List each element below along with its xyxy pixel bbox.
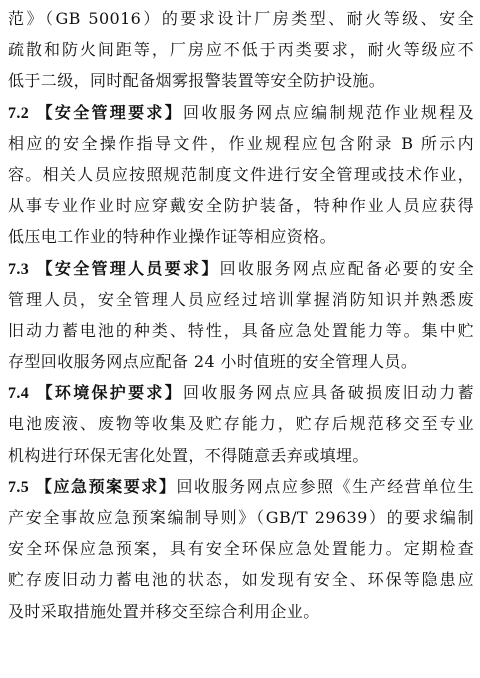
section-first-line	[8, 253, 474, 284]
section-number: 7.4	[8, 385, 30, 403]
section-text: 回收服务网点应编制规范作业规程及	[183, 102, 474, 122]
text-line: 安全环保应急预案，具有安全环保应急处置能力。定期检查	[8, 539, 474, 559]
section-first-line	[8, 377, 474, 408]
document-page	[8, 3, 474, 627]
text-line: 范》（GB 50016）的要求设计厂房类型、耐火等级、安全	[8, 9, 474, 28]
section-7-2	[8, 97, 474, 253]
section-7-5	[8, 471, 474, 627]
text-line: 从事专业作业时应穿戴安全防护装备，特种作业人员应获得	[8, 196, 474, 216]
intro-paragraph	[8, 3, 474, 97]
text-line: 低压电工作业的特种作业操作证等相应资格。	[8, 227, 337, 247]
section-first-line	[8, 97, 474, 128]
text-line: 贮存废旧动力蓄电池的状态，如发现有安全、环保等隐患应	[8, 570, 474, 590]
text-line: 低于二级，同时配备烟雾报警装置等安全防护设施。	[8, 71, 386, 91]
section-heading: 【环境保护要求】	[36, 383, 184, 403]
section-first-line	[8, 471, 474, 502]
text-line: 电池废液、废物等收集及贮存能力，贮存后规范移交至专业	[8, 414, 474, 434]
section-7-3	[8, 253, 474, 378]
section-7-4	[8, 377, 474, 471]
text-line: 管理人员，安全管理人员应经过培训掌握消防知识并熟悉废	[8, 289, 474, 309]
section-text: 回收服务网点应具备破损废旧动力蓄	[183, 383, 474, 403]
section-number: 7.5	[8, 478, 30, 496]
section-text: 回收服务网点应配备必要的安全	[219, 258, 474, 278]
section-number: 7.3	[8, 260, 30, 278]
text-line: 产安全事故应急预案编制导则》（GB/T 29639）的要求编制	[8, 508, 474, 527]
section-heading: 【应急预案要求】	[35, 476, 177, 496]
text-line: 疏散和防火间距等，厂房应不低于丙类要求，耐火等级应不	[8, 40, 474, 60]
text-line: 旧动力蓄电池的种类、特性，具备应急处置能力等。集中贮	[8, 320, 474, 340]
section-heading: 【安全管理要求】	[36, 102, 184, 122]
section-heading: 【安全管理人员要求】	[36, 258, 220, 278]
text-line: 机构进行环保无害化处置，不得随意丢弃或填埋。	[8, 445, 369, 465]
text-line: 存型回收服务网点应配备 24 小时值班的安全管理人员。	[8, 352, 418, 372]
section-text: 回收服务网点应参照《生产经营单位生	[176, 476, 474, 496]
text-line: 及时采取措施处置并移交至综合利用企业。	[8, 601, 320, 621]
text-line: 容。相关人员应按照规范制度文件进行安全管理或技术作业，	[8, 164, 474, 184]
section-number: 7.2	[8, 104, 30, 122]
text-line: 相应的安全操作指导文件，作业规程应包含附录 B 所示内	[8, 133, 474, 153]
